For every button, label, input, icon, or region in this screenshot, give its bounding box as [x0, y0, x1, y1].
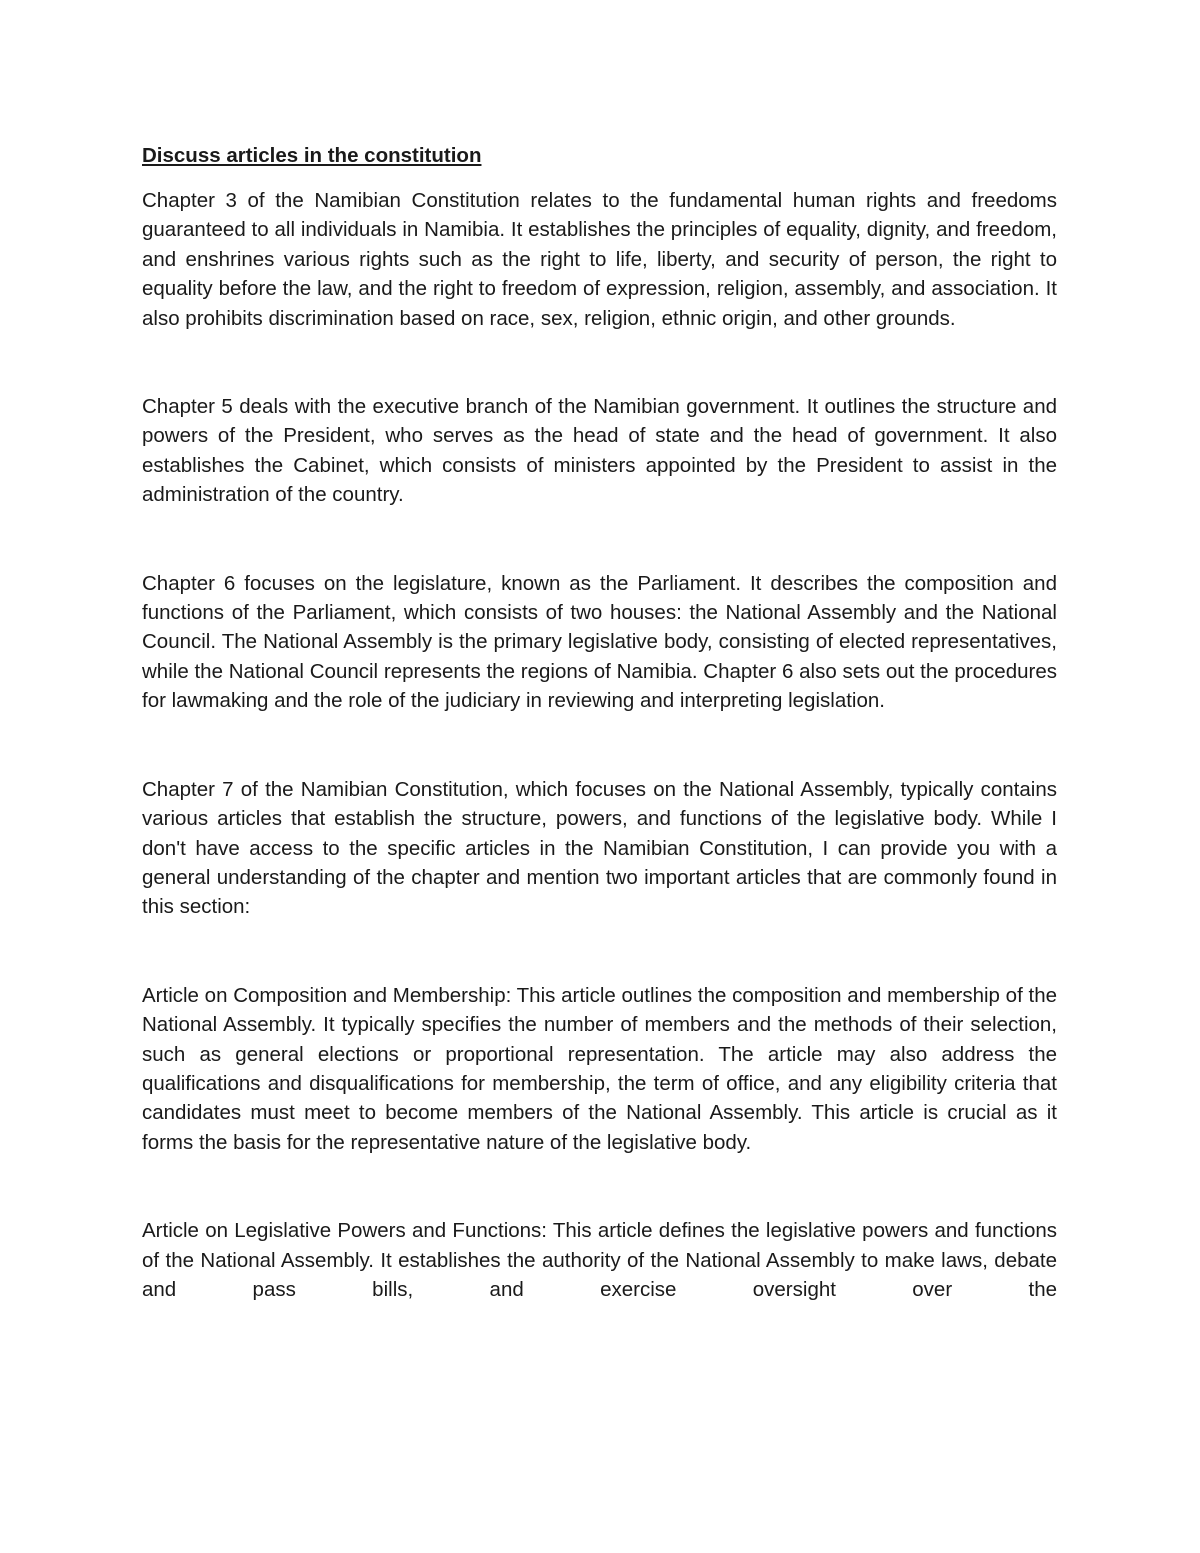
paragraph-chapter-6: Chapter 6 focuses on the legislature, known as the Parliament. It describes the composition and functions of the Parliament, which consists of two houses: the National Assembly and the National Council. The National Assembly is the primary legislative body, consisting of elected representatives, while the National Council represents the regions of Namibia. Chapter 6 also sets out the procedures for lawmaking and the role of the judiciary in reviewing and interpreting legislation.: [142, 571, 1057, 713]
document-page: [142, 141, 1057, 1304]
paragraph-gap: [142, 922, 1057, 981]
paragraph-chapter-7: Chapter 7 of the Namibian Constitution, which focuses on the National Assembly, typically contains various articles that establish the structure, powers, and functions of the legislative body. While I don't have access to the specific articles in the Namibian Constitution, I can provide you with a general understanding of the chapter and mention two important articles that are commonly found in this section:: [142, 777, 1057, 919]
paragraph-gap: [142, 510, 1057, 569]
paragraph-chapter-3: Chapter 3 of the Namibian Constitution relates to the fundamental human rights and freedoms guaranteed to all individuals in Namibia. It establishes the principles of equality, dignity, and freedom, and enshrines various rights such as the right to life, liberty, and security of person, the right to equality before the law, and the right to freedom of expression, religion, assembly, and association. It also prohibits discrimination based on race, sex, religion, ethnic origin, and other grounds.: [142, 189, 1057, 330]
paragraph-article-composition: Article on Composition and Membership: This article outlines the composition and membership of the National Assembly. It typically specifies the number of members and the methods of their selection, such as general elections or proportional representation. The article may also address the qualifications and disqualifications for membership, the term of office, and any eligibility criteria that candidates must meet to become members of the National Assembly. This article is crucial as it forms the basis for the representative nature of the legislative body.: [142, 983, 1057, 1154]
paragraph-gap: [142, 716, 1057, 775]
paragraph-gap: [142, 1157, 1057, 1216]
paragraph-article-legislative-powers: Article on Legislative Powers and Functions: This article defines the legislative powers and functions of the National Assembly. It establishes the authority of the National Assembly to make laws, debate and pass bills, and exercise oversight over the: [142, 1219, 1057, 1301]
document-title: Discuss articles in the constitution: [142, 144, 482, 167]
paragraph-chapter-5: Chapter 5 deals with the executive branch of the Namibian government. It outlines the structure and powers of the President, who serves as the head of state and the head of government. It also establishes the Cabinet, which consists of ministers appointed by the President to assist in the administration of the country.: [142, 395, 1057, 507]
paragraph-gap: [142, 333, 1057, 392]
